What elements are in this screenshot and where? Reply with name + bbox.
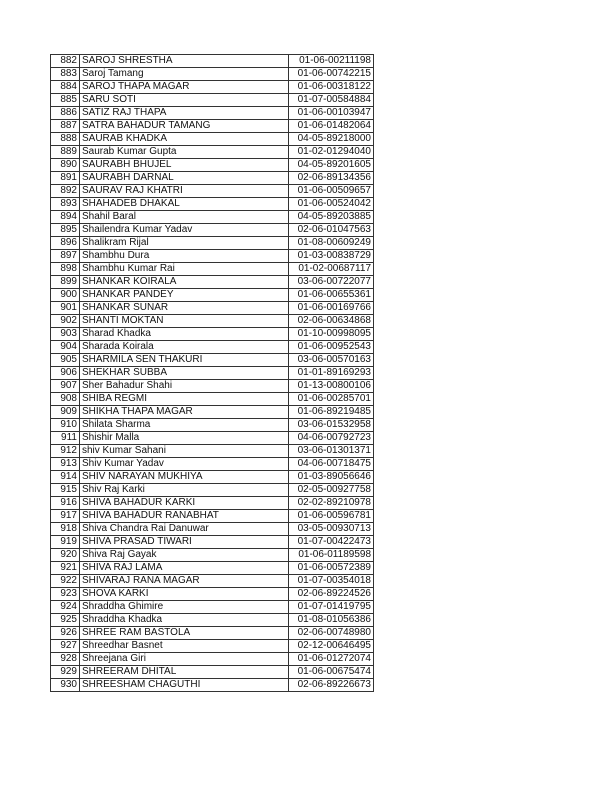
table-row bbox=[51, 354, 374, 367]
row-number-cell: 899 bbox=[51, 276, 80, 289]
row-number-cell: 895 bbox=[51, 224, 80, 237]
id-number-cell: 01-07-00354018 bbox=[289, 575, 374, 588]
name-cell: Shiva Chandra Rai Danuwar bbox=[80, 523, 289, 536]
table-row bbox=[51, 146, 374, 159]
table-row bbox=[51, 601, 374, 614]
table-row bbox=[51, 458, 374, 471]
table-row bbox=[51, 653, 374, 666]
name-cell: Shambhu Dura bbox=[80, 250, 289, 263]
row-number-cell: 913 bbox=[51, 458, 80, 471]
table-row bbox=[51, 81, 374, 94]
id-number-cell: 01-06-00675474 bbox=[289, 666, 374, 679]
name-cell: Shiva Raj Gayak bbox=[80, 549, 289, 562]
id-number-cell: 02-12-00646495 bbox=[289, 640, 374, 653]
name-cell: SHIBA REGMI bbox=[80, 393, 289, 406]
name-cell: SHIVA PRASAD TIWARI bbox=[80, 536, 289, 549]
row-number-cell: 918 bbox=[51, 523, 80, 536]
id-number-cell: 02-06-89224526 bbox=[289, 588, 374, 601]
table-row bbox=[51, 68, 374, 81]
id-number-cell: 01-06-00655361 bbox=[289, 289, 374, 302]
id-number-cell: 01-06-89219485 bbox=[289, 406, 374, 419]
name-cell: SHANKAR SUNAR bbox=[80, 302, 289, 315]
table-row bbox=[51, 588, 374, 601]
table-row bbox=[51, 302, 374, 315]
name-cell: Sher Bahadur Shahi bbox=[80, 380, 289, 393]
id-number-cell: 02-06-01047563 bbox=[289, 224, 374, 237]
table-row bbox=[51, 393, 374, 406]
id-number-cell: 01-06-00318122 bbox=[289, 81, 374, 94]
id-number-cell: 03-06-00570163 bbox=[289, 354, 374, 367]
name-cell: SHREESHAM CHAGUTHI bbox=[80, 679, 289, 692]
name-cell: SHIV NARAYAN MUKHIYA bbox=[80, 471, 289, 484]
name-cell: SHANKAR PANDEY bbox=[80, 289, 289, 302]
table-row bbox=[51, 640, 374, 653]
table-row bbox=[51, 380, 374, 393]
row-number-cell: 924 bbox=[51, 601, 80, 614]
name-cell: SAROJ SHRESTHA bbox=[80, 55, 289, 68]
name-cell: Shiv Kumar Yadav bbox=[80, 458, 289, 471]
id-number-cell: 01-01-89169293 bbox=[289, 367, 374, 380]
name-cell: Shraddha Khadka bbox=[80, 614, 289, 627]
name-cell: Shishir Malla bbox=[80, 432, 289, 445]
name-cell: Shreejana Giri bbox=[80, 653, 289, 666]
id-number-cell: 02-05-00927758 bbox=[289, 484, 374, 497]
table-row bbox=[51, 679, 374, 692]
id-number-cell: 04-05-89201605 bbox=[289, 159, 374, 172]
table-row bbox=[51, 471, 374, 484]
table-row bbox=[51, 133, 374, 146]
id-number-cell: 01-06-00524042 bbox=[289, 198, 374, 211]
row-number-cell: 888 bbox=[51, 133, 80, 146]
id-number-cell: 01-06-00103947 bbox=[289, 107, 374, 120]
table-row bbox=[51, 263, 374, 276]
id-number-cell: 02-06-89134356 bbox=[289, 172, 374, 185]
row-number-cell: 928 bbox=[51, 653, 80, 666]
table-row bbox=[51, 614, 374, 627]
id-number-cell: 01-02-01294040 bbox=[289, 146, 374, 159]
name-cell: SHIVARAJ RANA MAGAR bbox=[80, 575, 289, 588]
row-number-cell: 897 bbox=[51, 250, 80, 263]
id-number-cell: 01-06-01272074 bbox=[289, 653, 374, 666]
row-number-cell: 892 bbox=[51, 185, 80, 198]
id-number-cell: 01-06-00509657 bbox=[289, 185, 374, 198]
name-cell: SHARMILA SEN THAKURI bbox=[80, 354, 289, 367]
table-row bbox=[51, 107, 374, 120]
name-cell: Shalikram Rijal bbox=[80, 237, 289, 250]
name-cell: SATRA BAHADUR TAMANG bbox=[80, 120, 289, 133]
row-number-cell: 891 bbox=[51, 172, 80, 185]
table-row bbox=[51, 315, 374, 328]
table-row bbox=[51, 549, 374, 562]
id-number-cell: 01-03-00838729 bbox=[289, 250, 374, 263]
id-number-cell: 02-02-89210978 bbox=[289, 497, 374, 510]
name-cell: Shailendra Kumar Yadav bbox=[80, 224, 289, 237]
id-number-cell: 04-05-89203885 bbox=[289, 211, 374, 224]
table-row bbox=[51, 94, 374, 107]
id-number-cell: 01-02-00687117 bbox=[289, 263, 374, 276]
row-number-cell: 917 bbox=[51, 510, 80, 523]
table-row bbox=[51, 224, 374, 237]
row-number-cell: 909 bbox=[51, 406, 80, 419]
row-number-cell: 926 bbox=[51, 627, 80, 640]
table-row bbox=[51, 198, 374, 211]
row-number-cell: 890 bbox=[51, 159, 80, 172]
row-number-cell: 922 bbox=[51, 575, 80, 588]
id-number-cell: 01-07-01419795 bbox=[289, 601, 374, 614]
name-cell: SHAHADEB DHAKAL bbox=[80, 198, 289, 211]
id-number-cell: 01-07-00422473 bbox=[289, 536, 374, 549]
row-number-cell: 919 bbox=[51, 536, 80, 549]
table-row bbox=[51, 497, 374, 510]
table-row bbox=[51, 341, 374, 354]
id-number-cell: 01-03-89056646 bbox=[289, 471, 374, 484]
name-cell: Shilata Sharma bbox=[80, 419, 289, 432]
id-number-cell: 02-06-00634868 bbox=[289, 315, 374, 328]
id-number-cell: 01-06-00952543 bbox=[289, 341, 374, 354]
name-cell: SAROJ THAPA MAGAR bbox=[80, 81, 289, 94]
id-number-cell: 01-08-00609249 bbox=[289, 237, 374, 250]
name-cell: Shahil Baral bbox=[80, 211, 289, 224]
row-number-cell: 898 bbox=[51, 263, 80, 276]
id-number-cell: 04-05-89218000 bbox=[289, 133, 374, 146]
row-number-cell: 930 bbox=[51, 679, 80, 692]
row-number-cell: 911 bbox=[51, 432, 80, 445]
row-number-cell: 893 bbox=[51, 198, 80, 211]
id-number-cell: 02-06-00748980 bbox=[289, 627, 374, 640]
row-number-cell: 925 bbox=[51, 614, 80, 627]
row-number-cell: 907 bbox=[51, 380, 80, 393]
row-number-cell: 884 bbox=[51, 81, 80, 94]
name-cell: SAURAV RAJ KHATRI bbox=[80, 185, 289, 198]
table-row bbox=[51, 250, 374, 263]
id-number-cell: 03-06-00722077 bbox=[289, 276, 374, 289]
row-number-cell: 927 bbox=[51, 640, 80, 653]
name-cell: SHREERAM DHITAL bbox=[80, 666, 289, 679]
table-row bbox=[51, 419, 374, 432]
name-cell: SHANKAR KOIRALA bbox=[80, 276, 289, 289]
row-number-cell: 904 bbox=[51, 341, 80, 354]
roster-body bbox=[51, 55, 374, 692]
row-number-cell: 900 bbox=[51, 289, 80, 302]
id-number-cell: 01-07-00584884 bbox=[289, 94, 374, 107]
row-number-cell: 906 bbox=[51, 367, 80, 380]
id-number-cell: 03-06-01532958 bbox=[289, 419, 374, 432]
name-cell: Shraddha Ghimire bbox=[80, 601, 289, 614]
roster-table bbox=[50, 54, 374, 692]
name-cell: Sharad Khadka bbox=[80, 328, 289, 341]
row-number-cell: 923 bbox=[51, 588, 80, 601]
row-number-cell: 883 bbox=[51, 68, 80, 81]
name-cell: Shiv Raj Karki bbox=[80, 484, 289, 497]
id-number-cell: 04-06-00792723 bbox=[289, 432, 374, 445]
row-number-cell: 916 bbox=[51, 497, 80, 510]
table-row bbox=[51, 523, 374, 536]
id-number-cell: 01-10-00998095 bbox=[289, 328, 374, 341]
row-number-cell: 912 bbox=[51, 445, 80, 458]
id-number-cell: 01-06-01482064 bbox=[289, 120, 374, 133]
id-number-cell: 03-06-01301371 bbox=[289, 445, 374, 458]
id-number-cell: 01-06-00211198 bbox=[289, 55, 374, 68]
row-number-cell: 902 bbox=[51, 315, 80, 328]
row-number-cell: 896 bbox=[51, 237, 80, 250]
id-number-cell: 01-13-00800106 bbox=[289, 380, 374, 393]
name-cell: Saroj Tamang bbox=[80, 68, 289, 81]
table-row bbox=[51, 237, 374, 250]
id-number-cell: 01-06-00285701 bbox=[289, 393, 374, 406]
id-number-cell: 04-06-00718475 bbox=[289, 458, 374, 471]
table-row bbox=[51, 276, 374, 289]
table-row bbox=[51, 575, 374, 588]
id-number-cell: 01-06-00596781 bbox=[289, 510, 374, 523]
name-cell: Shambhu Kumar Rai bbox=[80, 263, 289, 276]
name-cell: SAURAB KHADKA bbox=[80, 133, 289, 146]
table-row bbox=[51, 367, 374, 380]
name-cell: SARU SOTI bbox=[80, 94, 289, 107]
id-number-cell: 01-06-00169766 bbox=[289, 302, 374, 315]
id-number-cell: 01-06-00572389 bbox=[289, 562, 374, 575]
id-number-cell: 03-05-00930713 bbox=[289, 523, 374, 536]
name-cell: SHIVA RAJ LAMA bbox=[80, 562, 289, 575]
id-number-cell: 01-06-00742215 bbox=[289, 68, 374, 81]
name-cell: Sharada Koirala bbox=[80, 341, 289, 354]
name-cell: shiv Kumar Sahani bbox=[80, 445, 289, 458]
row-number-cell: 903 bbox=[51, 328, 80, 341]
name-cell: SHOVA KARKI bbox=[80, 588, 289, 601]
table-row bbox=[51, 120, 374, 133]
row-number-cell: 914 bbox=[51, 471, 80, 484]
table-row bbox=[51, 536, 374, 549]
table-row bbox=[51, 666, 374, 679]
name-cell: Shreedhar Basnet bbox=[80, 640, 289, 653]
name-cell: SATIZ RAJ THAPA bbox=[80, 107, 289, 120]
name-cell: SHEKHAR SUBBA bbox=[80, 367, 289, 380]
table-row bbox=[51, 627, 374, 640]
table-row bbox=[51, 211, 374, 224]
row-number-cell: 910 bbox=[51, 419, 80, 432]
table-row bbox=[51, 185, 374, 198]
name-cell: SAURABH DARNAL bbox=[80, 172, 289, 185]
table-row bbox=[51, 445, 374, 458]
row-number-cell: 908 bbox=[51, 393, 80, 406]
name-cell: SHIVA BAHADUR RANABHAT bbox=[80, 510, 289, 523]
name-cell: SAURABH BHUJEL bbox=[80, 159, 289, 172]
table-row bbox=[51, 484, 374, 497]
name-cell: SHANTI MOKTAN bbox=[80, 315, 289, 328]
table-row bbox=[51, 172, 374, 185]
id-number-cell: 01-06-01189598 bbox=[289, 549, 374, 562]
name-cell: Saurab Kumar Gupta bbox=[80, 146, 289, 159]
table-row bbox=[51, 432, 374, 445]
table-row bbox=[51, 55, 374, 68]
row-number-cell: 921 bbox=[51, 562, 80, 575]
row-number-cell: 915 bbox=[51, 484, 80, 497]
row-number-cell: 929 bbox=[51, 666, 80, 679]
table-row bbox=[51, 406, 374, 419]
table-row bbox=[51, 289, 374, 302]
row-number-cell: 885 bbox=[51, 94, 80, 107]
table-row bbox=[51, 510, 374, 523]
row-number-cell: 905 bbox=[51, 354, 80, 367]
row-number-cell: 894 bbox=[51, 211, 80, 224]
name-cell: SHIVA BAHADUR KARKI bbox=[80, 497, 289, 510]
row-number-cell: 901 bbox=[51, 302, 80, 315]
id-number-cell: 01-08-01056386 bbox=[289, 614, 374, 627]
row-number-cell: 887 bbox=[51, 120, 80, 133]
table-row bbox=[51, 328, 374, 341]
table-row bbox=[51, 562, 374, 575]
table-row bbox=[51, 159, 374, 172]
name-cell: SHREE RAM BASTOLA bbox=[80, 627, 289, 640]
name-cell: SHIKHA THAPA MAGAR bbox=[80, 406, 289, 419]
row-number-cell: 889 bbox=[51, 146, 80, 159]
row-number-cell: 882 bbox=[51, 55, 80, 68]
row-number-cell: 920 bbox=[51, 549, 80, 562]
id-number-cell: 02-06-89226673 bbox=[289, 679, 374, 692]
row-number-cell: 886 bbox=[51, 107, 80, 120]
